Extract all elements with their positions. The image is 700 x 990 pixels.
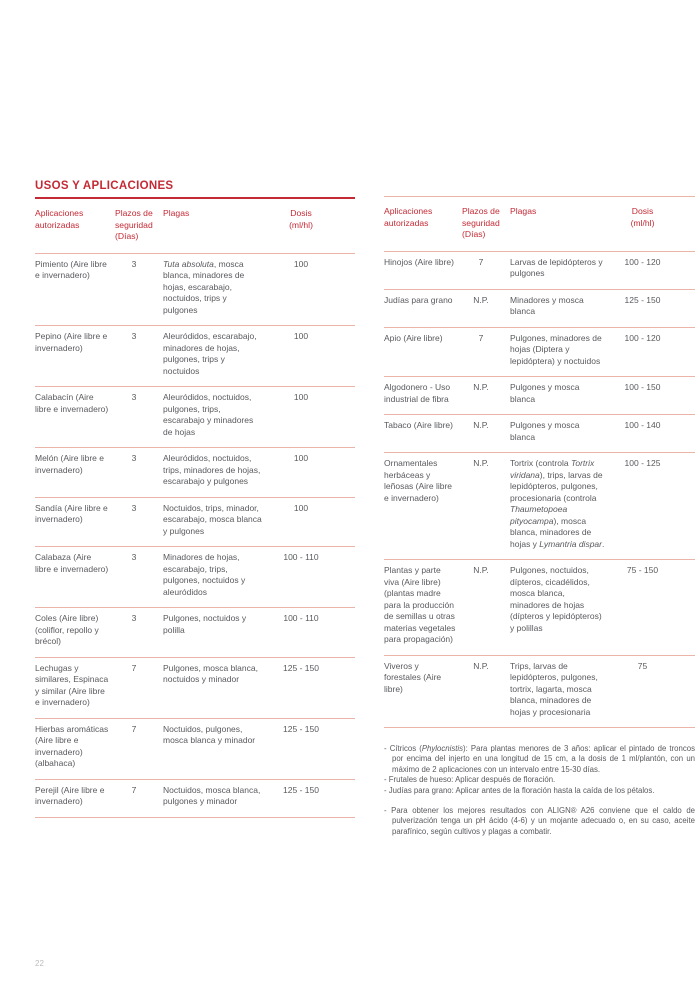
cell-application: Pimiento (Aire libre e invernadero) [35, 258, 107, 280]
cell-application: Pepino (Aire libre e invernadero) [35, 331, 108, 353]
cell-application: Plantas y parte viva (Aire libre) (plantas madre para la producción de semillas u otras materias vegetales para propagación) [384, 565, 456, 644]
right-column [384, 196, 695, 837]
footnote: - Frutales de hueso: Aplicar después de floración. [384, 775, 556, 785]
cell-dose: 75 - 150 [626, 565, 659, 575]
table-row [384, 415, 695, 453]
cell-safety-period: 3 [131, 331, 137, 341]
page-number: 22 [35, 959, 44, 968]
cell-safety-period: 7 [478, 256, 484, 267]
table-row [35, 254, 355, 327]
cell-pests: Noctuidos, trips, minador, escarabajo, mosca blanca y pulgones [163, 502, 262, 536]
cell-dose: 100 - 120 [624, 332, 661, 343]
column-header-applications: Aplicaciones autorizadas [384, 206, 433, 228]
cell-dose: 100 [293, 392, 309, 402]
section-title: USOS Y APLICACIONES [35, 180, 355, 199]
cell-dose: 100 [293, 331, 309, 341]
cell-safety-period: 7 [131, 662, 137, 673]
cell-safety-period: 3 [131, 502, 137, 513]
cell-dose: 100 [293, 502, 309, 513]
footnote: - Para obtener los mejores resultados con ALIGN® A26 conviene que el caldo de pulverización tenga un pH ácido (4-6) y un mojante adecuado o, en su caso, aceite parafínico, según cultivos y plagas a combatir. [384, 806, 695, 836]
cell-pests: Aleuródidos, escarabajo, minadores de hojas, pulgones, trips y noctuidos [163, 331, 257, 376]
table-row [384, 252, 695, 290]
cell-safety-period: 3 [131, 453, 137, 463]
cell-pests: Pulgones y mosca blanca [510, 382, 580, 404]
cell-dose: 100 [293, 258, 309, 269]
footnote: - Cítricos (Phylocnistis): Para plantas menores de 3 años: aplicar el pintado de troncos por encima del injerto en una longitud de 15 cm, a la dosis de 1 ml/plantón, con un máximo de 2 aplicaciones con un intervalo entre 15-30 días. [384, 744, 695, 774]
cell-dose: 125 - 150 [283, 662, 319, 673]
right-table-header [384, 197, 695, 252]
cell-application: Hierbas aromáticas (Aire libre e invernadero) (albahaca) [35, 723, 109, 768]
dose-label: Dosis [631, 206, 654, 216]
cell-pests: Larvas de lepidópteros y pulgones [510, 256, 603, 278]
footnotes-section [384, 744, 695, 837]
cell-application: Tabaco (Aire libre) [384, 420, 453, 430]
cell-safety-period: N.P. [473, 458, 489, 468]
cell-safety-period: 3 [131, 258, 137, 269]
table-row [384, 453, 695, 560]
left-column [35, 180, 355, 818]
column-header-pests: Plagas [510, 206, 537, 216]
cell-pests: Pulgones, noctuidos, dípteros, cicadélidos, mosca blanca, minadores de hojas (dípteros y lepidópteros) y polillas [510, 565, 602, 633]
table-row [35, 780, 355, 818]
cell-application: Calabacín (Aire libre e invernadero) [35, 392, 109, 414]
cell-application: Calabaza (Aire libre e invernadero) [35, 552, 109, 574]
table-row [384, 290, 695, 328]
cell-application: Algodonero - Uso industrial de fibra [384, 382, 451, 404]
table-row [384, 328, 695, 378]
cell-safety-period: 7 [478, 332, 484, 343]
table-row [35, 547, 355, 608]
table-row [35, 608, 355, 658]
cell-application: Viveros y forestales (Aire libre) [384, 660, 442, 694]
cell-pests: Tortrix (controla Tortrix viridana), trips, larvas de lepidópteros, pulgones, procesionaria (controla Thaumetopoea pityocampa), mosca blanca, minadores de hojas y Lymantria dispar. [510, 458, 605, 549]
right-table-body [384, 252, 695, 729]
cell-dose: 100 - 140 [624, 420, 661, 430]
table-row [35, 658, 355, 719]
cell-safety-period: N.P. [473, 294, 489, 305]
cell-pests: Pulgones, noctuidos y polilla [163, 613, 247, 635]
cell-safety-period: 3 [131, 392, 137, 402]
cell-application: Hinojos (Aire libre) [384, 256, 454, 267]
cell-dose: 100 [293, 453, 309, 463]
table-row [35, 498, 355, 548]
cell-safety-period: N.P. [473, 420, 489, 430]
cell-pests: Trips, larvas de lepidópteros, pulgones, tortrix, lagarta, mosca blanca, minadores de hojas y procesionaria [510, 660, 598, 717]
cell-pests: Minadores de hojas, escarabajo, trips, pulgones, noctuidos y aleuródidos [163, 552, 246, 597]
table-row [384, 656, 695, 729]
cell-application: Ornamentales herbáceas y leñosas (Aire libre e invernadero) [384, 458, 453, 503]
cell-pests: Pulgones, mosca blanca, noctuidos y minador [163, 662, 258, 684]
table-row [384, 377, 695, 415]
cell-application: Judías para grano [384, 294, 453, 305]
column-header-safety: Plazos de seguridad (Días) [115, 208, 153, 241]
cell-application: Perejil (Aire libre e invernadero) [35, 784, 105, 806]
cell-dose: 100 - 110 [283, 613, 319, 623]
dose-label: Dosis [290, 208, 312, 218]
cell-dose: 125 - 150 [624, 294, 661, 305]
cell-dose: 100 - 125 [624, 458, 661, 468]
left-table-header [35, 199, 355, 254]
cell-application: Apio (Aire libre) [384, 332, 443, 343]
cell-safety-period: 3 [131, 613, 137, 623]
table-row [35, 719, 355, 780]
column-header-applications: Aplicaciones autorizadas [35, 208, 84, 230]
dose-unit-label: (ml/hl) [289, 219, 313, 230]
cell-safety-period: N.P. [473, 565, 489, 575]
cell-dose: 100 - 150 [624, 382, 661, 392]
table-row [384, 560, 695, 656]
cell-dose: 125 - 150 [283, 784, 319, 795]
column-header-dose [269, 208, 355, 243]
table-row [35, 326, 355, 387]
cell-application: Lechugas y similares, Espinaca y similar (Aire libre e invernadero) [35, 662, 109, 707]
table-row [35, 387, 355, 448]
cell-dose: 100 - 110 [283, 552, 319, 562]
cell-application: Coles (Aire libre) (coliflor, repollo y brécol) [35, 613, 99, 646]
cell-safety-period: 7 [131, 723, 137, 734]
cell-application: Melón (Aire libre e invernadero) [35, 453, 104, 475]
cell-pests: Tuta absoluta, mosca blanca, minadores de hojas, escarabajo, noctuidos, trips y pulgones [163, 258, 245, 315]
cell-pests: Noctuidos, mosca blanca, pulgones y minador [163, 784, 261, 806]
column-header-pests: Plagas [163, 208, 190, 218]
table-row [35, 448, 355, 498]
cell-safety-period: 3 [131, 552, 137, 562]
cell-dose: 100 - 120 [624, 256, 661, 267]
cell-pests: Aleuródidos, noctuidos, pulgones, trips, escarabajo y minadores de hojas [163, 392, 254, 437]
cell-pests: Pulgones, minadores de hojas (Diptera y lepidóptera) y noctuidos [510, 332, 602, 366]
cell-safety-period: 7 [131, 784, 137, 795]
cell-pests: Pulgones y mosca blanca [510, 420, 580, 442]
cell-safety-period: N.P. [473, 382, 489, 392]
cell-pests: Aleuródidos, noctuidos, trips, minadores de hojas, escarabajo y pulgones [163, 453, 261, 486]
dose-unit-label: (ml/hl) [630, 217, 655, 228]
footnote: - Judías para grano: Aplicar antes de la floración hasta la caída de los pétalos. [384, 785, 655, 795]
cell-safety-period: N.P. [473, 660, 489, 671]
left-table-body [35, 254, 355, 818]
cell-dose: 75 [637, 660, 648, 671]
cell-pests: Minadores y mosca blanca [510, 294, 584, 316]
cell-dose: 125 - 150 [283, 723, 319, 734]
cell-application: Sandía (Aire libre e invernadero) [35, 502, 108, 524]
column-header-safety: Plazos de seguridad (Días) [462, 206, 500, 239]
cell-pests: Noctuidos, pulgones, mosca blanca y minador [163, 723, 256, 745]
column-header-dose [612, 206, 695, 241]
